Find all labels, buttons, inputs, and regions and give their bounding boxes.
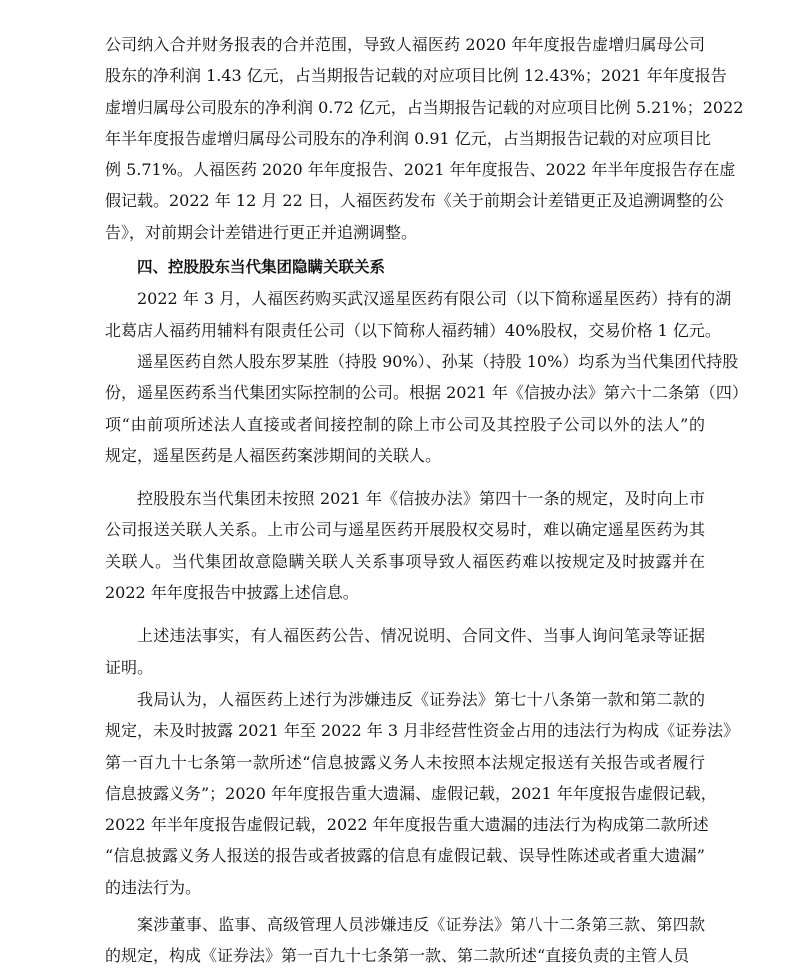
text-line: 2022 年半年度报告虚假记载，2022 年年度报告重大遗漏的违法行为构成第二款所述 bbox=[105, 815, 709, 835]
text-line: 控股股东当代集团未按照 2021 年《信披办法》第四十一条的规定，及时向上市 bbox=[137, 489, 705, 509]
text-line: 份，遥星医药系当代集团实际控制的公司。根据 2021 年《信披办法》第六十二条第（四） bbox=[105, 383, 748, 403]
text-line: 告》，对前期会计差错进行更正并追溯调整。 bbox=[105, 222, 418, 242]
text-line: 2022 年 3 月，人福医药购买武汉遥星医药有限公司（以下简称遥星医药）持有的湖 bbox=[137, 289, 732, 309]
paragraph bbox=[105, 684, 740, 903]
text-line: “信息披露义务人报送的报告或者披露的信息有虚假记载、误导性陈述或者重大遗漏” bbox=[105, 846, 705, 866]
text-line: 公司报送关联人关系。上市公司与遥星医药开展股权交易时，难以确定遥星医药为其 bbox=[105, 520, 705, 540]
text-line: 股东的净利润 1.43 亿元，占当期报告记载的对应项目比例 12.43%；2021 年年度报告 bbox=[105, 66, 727, 86]
text-line: 北葛店人福药用辅料有限责任公司（以下简称人福药辅）40%股权，交易价格 1 亿元。 bbox=[105, 320, 721, 340]
text-line: 规定，未及时披露 2021 年至 2022 年 3 月非经营性资金占用的违法行为构成《证券法》 bbox=[105, 721, 740, 741]
text-line: 年半年度报告虚增归属母公司股东的净利润 0.91 亿元，占当期报告记载的对应项目比 bbox=[105, 128, 711, 148]
paragraph bbox=[105, 283, 732, 346]
text-line: 2022 年年度报告中披露上述信息。 bbox=[105, 583, 359, 603]
text-line: 我局认为，人福医药上述行为涉嫌违反《证券法》第七十八条第一款和第二款的 bbox=[137, 689, 705, 709]
paragraph bbox=[105, 620, 705, 683]
text-line: 信息披露义务”；2020 年年度报告重大遗漏、虚假记载，2021 年年度报告虚假记载， bbox=[105, 783, 717, 803]
text-line: 的违法行为。 bbox=[105, 877, 202, 897]
text-line: 虚增归属母公司股东的净利润 0.72 亿元，占当期报告记载的对应项目比例 5.21%；2022 bbox=[105, 97, 744, 117]
text-line: 第一百九十七条第一款所述“信息披露义务人未按照本法规定报送有关报告或者履行 bbox=[105, 752, 705, 772]
text-line: 案涉董事、监事、高级管理人员涉嫌违反《证券法》第八十二条第三款、第四款 bbox=[137, 915, 705, 935]
document-page bbox=[105, 29, 748, 972]
paragraph bbox=[105, 29, 744, 248]
text-line: 例 5.71%。人福医药 2020 年年度报告、2021 年年度报告、2022 年半年度报告存在虚 bbox=[105, 160, 736, 180]
section-heading bbox=[105, 252, 705, 283]
text-line: 规定，遥星医药是人福医药案涉期间的关联人。 bbox=[105, 445, 442, 465]
text-line: 上述违法事实，有人福医药公告、情况说明、合同文件、当事人询问笔录等证据 bbox=[137, 626, 705, 646]
text-line: 公司纳入合并财务报表的合并范围，导致人福医药 2020 年年度报告虚增归属母公司 bbox=[105, 35, 705, 54]
paragraph bbox=[105, 483, 705, 608]
text-line: 证明。 bbox=[105, 657, 154, 677]
text-line: 项“由前项所述法人直接或者间接控制的除上市公司及其控股子公司以外的法人”的 bbox=[105, 414, 705, 434]
paragraph bbox=[105, 346, 748, 471]
text-line: 假记载。2022 年 12 月 22 日，人福医药发布《关于前期会计差错更正及追溯调整的公 bbox=[105, 191, 724, 211]
paragraph bbox=[105, 909, 705, 972]
text-line: 遥星医药自然人股东罗某胜（持股 90%）、孙某（持股 10%）均系为当代集团代持股 bbox=[137, 351, 739, 371]
text-line: 的规定，构成《证券法》第一百九十七条第一款、第二款所述“直接负责的主管人员 bbox=[105, 946, 690, 966]
text-line: 关联人。当代集团故意隐瞒关联人关系事项导致人福医药难以按规定及时披露并在 bbox=[105, 551, 705, 571]
text-line: 四、控股股东当代集团隐瞒关联关系 bbox=[137, 258, 386, 277]
